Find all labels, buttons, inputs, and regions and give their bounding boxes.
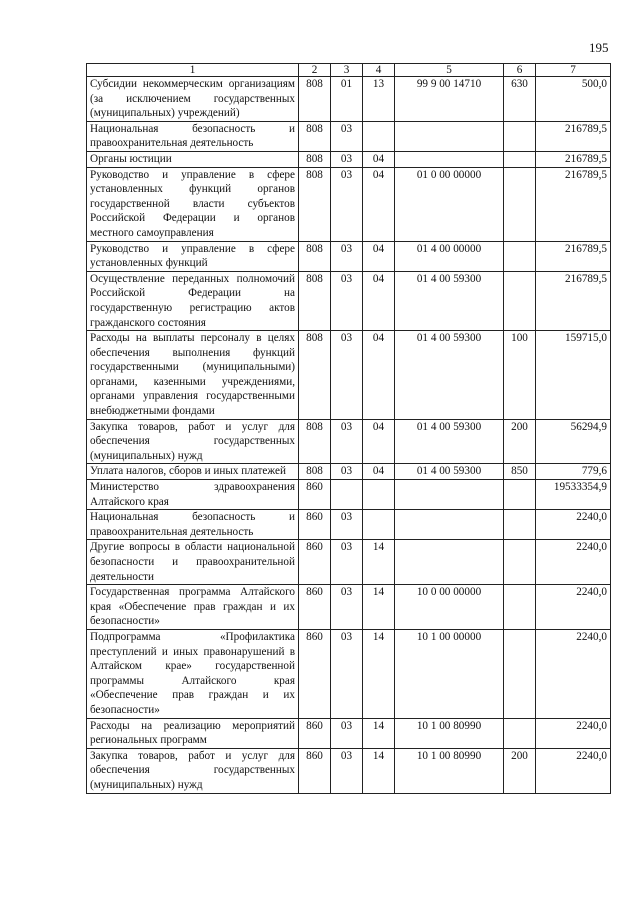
row-target-item: 01 4 00 59300 — [395, 464, 504, 480]
row-section: 03 — [331, 151, 363, 167]
row-name: Закупка товаров, работ и услуг для обеспечения государственных (муниципальных) нужд — [87, 419, 299, 464]
row-expense-type: 200 — [504, 419, 536, 464]
header-col-6: 6 — [504, 64, 536, 77]
row-subsection: 14 — [363, 629, 395, 718]
header-col-3: 3 — [331, 64, 363, 77]
row-amount: 19533354,9 — [536, 480, 611, 510]
row-name: Органы юстиции — [87, 151, 299, 167]
row-admin-code: 808 — [299, 241, 331, 271]
table-body — [87, 77, 611, 794]
table-row — [87, 167, 611, 241]
table-row — [87, 121, 611, 151]
row-amount: 779,6 — [536, 464, 611, 480]
row-section: 03 — [331, 748, 363, 793]
table-row — [87, 271, 611, 330]
row-admin-code: 808 — [299, 121, 331, 151]
row-expense-type — [504, 151, 536, 167]
row-target-item: 01 4 00 59300 — [395, 419, 504, 464]
row-expense-type — [504, 241, 536, 271]
table-row — [87, 629, 611, 718]
row-expense-type — [504, 585, 536, 630]
row-amount: 159715,0 — [536, 331, 611, 420]
row-admin-code: 860 — [299, 718, 331, 748]
table-row — [87, 241, 611, 271]
row-target-item — [395, 151, 504, 167]
row-name: Расходы на реализацию мероприятий региональных программ — [87, 718, 299, 748]
header-col-4: 4 — [363, 64, 395, 77]
row-section: 03 — [331, 331, 363, 420]
table-row — [87, 748, 611, 793]
row-target-item: 10 1 00 80990 — [395, 748, 504, 793]
row-section: 03 — [331, 464, 363, 480]
row-subsection — [363, 121, 395, 151]
row-name: Расходы на выплаты персоналу в целях обеспечения выполнения функций государственными (муниципальными) органами, казенными учреждениями, органами управления государственными внебюджетными фондами — [87, 331, 299, 420]
table-row — [87, 331, 611, 420]
row-name: Государственная программа Алтайского края «Обеспечение прав граждан и их безопасности» — [87, 585, 299, 630]
row-expense-type: 100 — [504, 331, 536, 420]
row-subsection: 04 — [363, 331, 395, 420]
row-admin-code: 860 — [299, 748, 331, 793]
row-expense-type: 200 — [504, 748, 536, 793]
row-admin-code: 808 — [299, 464, 331, 480]
row-subsection: 14 — [363, 748, 395, 793]
row-target-item: 10 0 00 00000 — [395, 585, 504, 630]
table-row — [87, 77, 611, 122]
row-expense-type: 630 — [504, 77, 536, 122]
row-admin-code: 808 — [299, 419, 331, 464]
row-subsection: 13 — [363, 77, 395, 122]
table-row — [87, 464, 611, 480]
row-amount: 2240,0 — [536, 748, 611, 793]
row-expense-type: 850 — [504, 464, 536, 480]
page-number: 195 — [589, 40, 609, 55]
row-subsection: 04 — [363, 151, 395, 167]
row-amount: 2240,0 — [536, 510, 611, 540]
table-row — [87, 540, 611, 585]
table-row — [87, 718, 611, 748]
header-col-2: 2 — [299, 64, 331, 77]
row-name: Субсидии некоммерческим организациям (за исключением государственных (муниципальных) учреждений) — [87, 77, 299, 122]
row-section: 03 — [331, 241, 363, 271]
row-target-item: 01 4 00 00000 — [395, 241, 504, 271]
row-subsection: 04 — [363, 271, 395, 330]
row-amount: 500,0 — [536, 77, 611, 122]
row-amount: 2240,0 — [536, 629, 611, 718]
row-amount: 216789,5 — [536, 151, 611, 167]
table-row — [87, 480, 611, 510]
row-amount: 56294,9 — [536, 419, 611, 464]
row-admin-code: 808 — [299, 331, 331, 420]
row-subsection: 04 — [363, 464, 395, 480]
row-name: Национальная безопасность и правоохранительная деятельность — [87, 510, 299, 540]
row-subsection — [363, 480, 395, 510]
row-name: Руководство и управление в сфере установленных функций органов государственной власти субъектов Российской Федерации и органов местного самоуправления — [87, 167, 299, 241]
row-section: 03 — [331, 585, 363, 630]
row-section: 03 — [331, 167, 363, 241]
table-row — [87, 419, 611, 464]
row-target-item: 10 1 00 80990 — [395, 718, 504, 748]
table-row — [87, 585, 611, 630]
row-subsection: 14 — [363, 585, 395, 630]
table-row — [87, 510, 611, 540]
row-amount: 2240,0 — [536, 540, 611, 585]
row-target-item: 10 1 00 00000 — [395, 629, 504, 718]
row-section: 03 — [331, 510, 363, 540]
row-amount: 2240,0 — [536, 718, 611, 748]
row-target-item — [395, 510, 504, 540]
row-expense-type — [504, 540, 536, 585]
row-amount: 2240,0 — [536, 585, 611, 630]
row-admin-code: 860 — [299, 585, 331, 630]
row-target-item: 01 4 00 59300 — [395, 331, 504, 420]
row-subsection: 04 — [363, 241, 395, 271]
row-name: Подпрограмма «Профилактика преступлений и иных правонарушений в Алтайском крае» государственной программы Алтайского края «Обеспечение прав граждан и их безопасности» — [87, 629, 299, 718]
row-name: Другие вопросы в области национальной безопасности и правоохранительной деятельности — [87, 540, 299, 585]
row-admin-code: 860 — [299, 510, 331, 540]
row-expense-type — [504, 271, 536, 330]
row-amount: 216789,5 — [536, 241, 611, 271]
row-section: 03 — [331, 540, 363, 585]
row-amount: 216789,5 — [536, 271, 611, 330]
row-expense-type — [504, 510, 536, 540]
row-expense-type — [504, 480, 536, 510]
row-expense-type — [504, 167, 536, 241]
row-admin-code: 808 — [299, 77, 331, 122]
row-section — [331, 480, 363, 510]
header-row — [87, 64, 611, 77]
row-admin-code: 808 — [299, 271, 331, 330]
row-target-item: 01 0 00 00000 — [395, 167, 504, 241]
row-admin-code: 860 — [299, 480, 331, 510]
row-section: 03 — [331, 718, 363, 748]
row-name: Министерство здравоохранения Алтайского края — [87, 480, 299, 510]
row-section: 03 — [331, 419, 363, 464]
row-target-item — [395, 121, 504, 151]
row-subsection: 14 — [363, 718, 395, 748]
header-col-5: 5 — [395, 64, 504, 77]
row-amount: 216789,5 — [536, 167, 611, 241]
row-amount: 216789,5 — [536, 121, 611, 151]
row-name: Закупка товаров, работ и услуг для обеспечения государственных (муниципальных) нужд — [87, 748, 299, 793]
row-target-item: 01 4 00 59300 — [395, 271, 504, 330]
row-admin-code: 808 — [299, 151, 331, 167]
row-name: Осуществление переданных полномочий Российской Федерации на государственную регистрацию актов гражданского состояния — [87, 271, 299, 330]
row-subsection: 04 — [363, 419, 395, 464]
row-name: Уплата налогов, сборов и иных платежей — [87, 464, 299, 480]
row-section: 01 — [331, 77, 363, 122]
row-admin-code: 860 — [299, 629, 331, 718]
row-name: Руководство и управление в сфере установленных функций — [87, 241, 299, 271]
row-target-item: 99 9 00 14710 — [395, 77, 504, 122]
row-section: 03 — [331, 629, 363, 718]
budget-table — [86, 63, 611, 794]
row-subsection — [363, 510, 395, 540]
header-col-1: 1 — [87, 64, 299, 77]
row-subsection: 04 — [363, 167, 395, 241]
row-section: 03 — [331, 121, 363, 151]
row-expense-type — [504, 718, 536, 748]
row-admin-code: 808 — [299, 167, 331, 241]
row-section: 03 — [331, 271, 363, 330]
row-target-item — [395, 540, 504, 585]
row-subsection: 14 — [363, 540, 395, 585]
row-admin-code: 860 — [299, 540, 331, 585]
table-header — [87, 64, 611, 77]
header-col-7: 7 — [536, 64, 611, 77]
table-row — [87, 151, 611, 167]
row-expense-type — [504, 121, 536, 151]
row-expense-type — [504, 629, 536, 718]
row-target-item — [395, 480, 504, 510]
row-name: Национальная безопасность и правоохранительная деятельность — [87, 121, 299, 151]
